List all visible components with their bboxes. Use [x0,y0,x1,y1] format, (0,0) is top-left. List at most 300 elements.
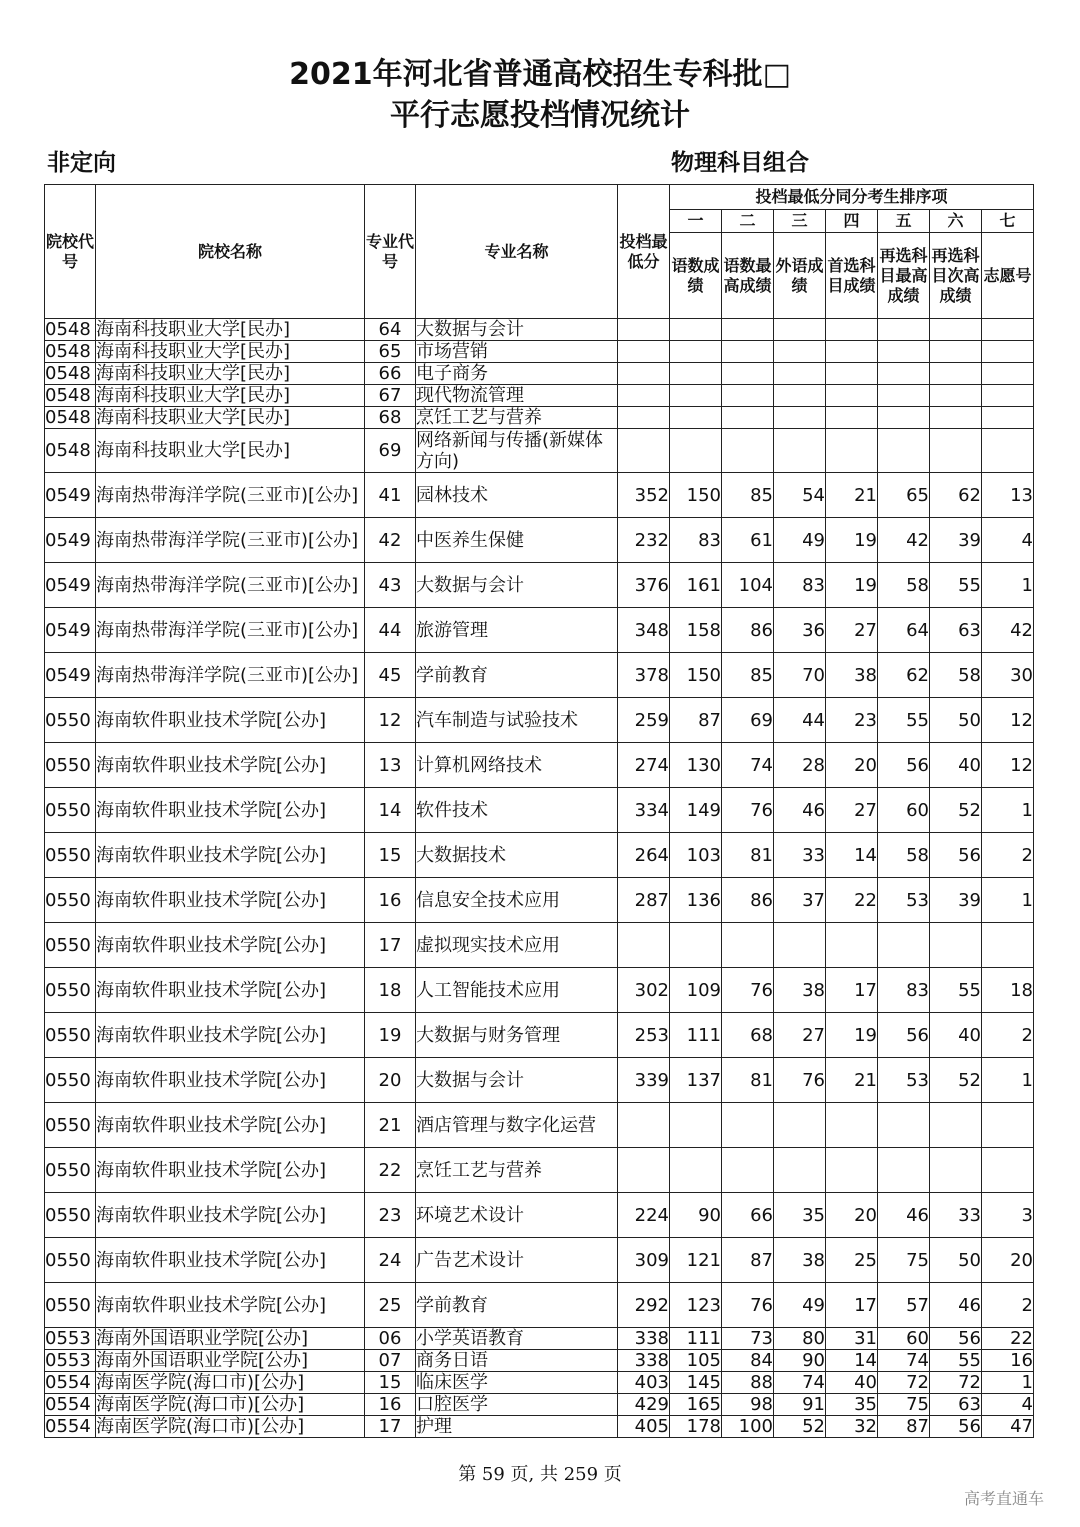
chinese-math-cell: 103 [670,833,722,878]
min-score-cell [618,385,670,407]
school-name-cell: 海南科技职业大学[民办] [96,429,365,473]
major-name-cell: 软件技术 [416,788,618,833]
reselect-max-cell [878,1148,930,1193]
school-code-cell: 0548 [45,341,96,363]
header-school-code: 院校代号 [45,185,96,319]
order-label: 七 [982,210,1034,233]
school-name-cell: 海南软件职业技术学院[公办] [96,878,365,923]
chinese-math-cell: 109 [670,968,722,1013]
major-name-cell: 学前教育 [416,1283,618,1328]
table-row [45,833,1034,878]
school-name-cell: 海南软件职业技术学院[公办] [96,1103,365,1148]
reselect-max-cell: 87 [878,1416,930,1438]
min-score-cell: 253 [618,1013,670,1058]
choice-number-cell: 47 [982,1416,1034,1438]
reselect-max-cell: 55 [878,698,930,743]
reselect-second-cell [930,429,982,473]
table-row [45,341,1034,363]
foreign-lang-cell [774,923,826,968]
first-subject-cell: 32 [826,1416,878,1438]
chinese-math-cell: 150 [670,473,722,518]
school-name-cell: 海南软件职业技术学院[公办] [96,1238,365,1283]
choice-number-cell: 30 [982,653,1034,698]
min-score-cell [618,429,670,473]
reselect-max-cell [878,429,930,473]
school-code-cell: 0549 [45,473,96,518]
major-name-cell: 临床医学 [416,1372,618,1394]
school-name-cell: 海南科技职业大学[民办] [96,341,365,363]
admission-table [44,184,1034,1438]
school-name-cell: 海南软件职业技术学院[公办] [96,1283,365,1328]
major-name-cell: 汽车制造与试验技术 [416,698,618,743]
page-number: 第 59 页, 共 259 页 [458,1464,622,1485]
first-subject-cell [826,341,878,363]
table-row [45,1058,1034,1103]
order-label: 六 [930,210,982,233]
first-subject-cell [826,1148,878,1193]
chinese-math-cell [670,385,722,407]
school-name-cell: 海南热带海洋学院(三亚市)[公办] [96,563,365,608]
watermark-text: 高考直通车 [964,1489,1045,1508]
school-code-cell: 0550 [45,1148,96,1193]
school-code-cell: 0549 [45,653,96,698]
reselect-max-cell [878,363,930,385]
chinese-math-max-cell: 86 [722,878,774,923]
reselect-max-cell: 56 [878,1013,930,1058]
tiebreak-label: 志愿号 [982,233,1034,319]
reselect-second-cell [930,407,982,429]
school-code-cell: 0550 [45,878,96,923]
reselect-max-cell [878,385,930,407]
foreign-lang-cell: 27 [774,1013,826,1058]
reselect-second-cell [930,341,982,363]
chinese-math-max-cell: 73 [722,1328,774,1350]
order-label: 五 [878,210,930,233]
subject-group-label: 物理科目组合 [671,150,809,176]
chinese-math-max-cell: 61 [722,518,774,563]
reselect-max-cell [878,1103,930,1148]
table-row [45,1238,1034,1283]
major-name-cell: 护理 [416,1416,618,1438]
chinese-math-max-cell [722,407,774,429]
reselect-second-cell: 55 [930,563,982,608]
major-code-cell: 23 [365,1193,416,1238]
first-subject-cell: 21 [826,1058,878,1103]
foreign-lang-cell: 83 [774,563,826,608]
school-code-cell: 0554 [45,1416,96,1438]
choice-number-cell [982,429,1034,473]
table-row [45,1416,1034,1438]
major-code-cell: 17 [365,923,416,968]
major-name-cell: 大数据技术 [416,833,618,878]
min-score-cell: 287 [618,878,670,923]
reselect-second-cell [930,1148,982,1193]
reselect-max-cell: 64 [878,608,930,653]
foreign-lang-cell: 44 [774,698,826,743]
first-subject-cell: 20 [826,1193,878,1238]
chinese-math-cell: 150 [670,653,722,698]
major-name-cell: 旅游管理 [416,608,618,653]
major-code-cell: 21 [365,1103,416,1148]
table-row [45,407,1034,429]
chinese-math-max-cell: 85 [722,653,774,698]
min-score-cell [618,319,670,341]
header-major-name: 专业名称 [416,185,618,319]
major-code-cell: 20 [365,1058,416,1103]
chinese-math-max-cell: 98 [722,1394,774,1416]
major-name-cell: 大数据与财务管理 [416,1013,618,1058]
min-score-cell: 264 [618,833,670,878]
min-score-cell: 259 [618,698,670,743]
tiebreak-label: 语数成绩 [670,233,722,319]
choice-number-cell: 16 [982,1350,1034,1372]
chinese-math-cell: 165 [670,1394,722,1416]
chinese-math-max-cell: 76 [722,968,774,1013]
table-row [45,923,1034,968]
chinese-math-cell: 158 [670,608,722,653]
reselect-second-cell [930,319,982,341]
school-code-cell: 0553 [45,1328,96,1350]
reselect-max-cell: 65 [878,473,930,518]
first-subject-cell [826,363,878,385]
reselect-second-cell: 56 [930,1328,982,1350]
choice-number-cell: 12 [982,698,1034,743]
tiebreak-label: 再选科目最高成绩 [878,233,930,319]
table-row [45,385,1034,407]
reselect-max-cell [878,341,930,363]
school-code-cell: 0549 [45,563,96,608]
chinese-math-cell: 136 [670,878,722,923]
first-subject-cell: 19 [826,518,878,563]
reselect-second-cell: 63 [930,608,982,653]
reselect-second-cell: 52 [930,1058,982,1103]
choice-number-cell [982,407,1034,429]
reselect-second-cell: 40 [930,743,982,788]
school-code-cell: 0550 [45,968,96,1013]
choice-number-cell: 13 [982,473,1034,518]
chinese-math-cell: 178 [670,1416,722,1438]
major-name-cell: 电子商务 [416,363,618,385]
table-row [45,788,1034,833]
chinese-math-cell: 90 [670,1193,722,1238]
category-label: 非定向 [47,150,116,176]
min-score-cell: 334 [618,788,670,833]
first-subject-cell: 17 [826,1283,878,1328]
chinese-math-max-cell [722,429,774,473]
chinese-math-cell: 149 [670,788,722,833]
school-code-cell: 0550 [45,1193,96,1238]
reselect-second-cell: 52 [930,788,982,833]
chinese-math-cell [670,341,722,363]
first-subject-cell: 35 [826,1394,878,1416]
choice-number-cell: 4 [982,518,1034,563]
foreign-lang-cell [774,407,826,429]
foreign-lang-cell: 35 [774,1193,826,1238]
chinese-math-max-cell [722,385,774,407]
min-score-cell: 352 [618,473,670,518]
school-code-cell: 0553 [45,1350,96,1372]
min-score-cell [618,341,670,363]
foreign-lang-cell: 36 [774,608,826,653]
table-row [45,563,1034,608]
choice-number-cell: 1 [982,878,1034,923]
min-score-cell: 348 [618,608,670,653]
reselect-max-cell [878,407,930,429]
reselect-max-cell: 46 [878,1193,930,1238]
school-code-cell: 0550 [45,698,96,743]
foreign-lang-cell: 91 [774,1394,826,1416]
chinese-math-max-cell: 81 [722,833,774,878]
table-row [45,363,1034,385]
chinese-math-cell: 130 [670,743,722,788]
choice-number-cell [982,385,1034,407]
chinese-math-max-cell: 76 [722,1283,774,1328]
major-code-cell: 19 [365,1013,416,1058]
reselect-max-cell [878,923,930,968]
school-code-cell: 0550 [45,833,96,878]
school-name-cell: 海南软件职业技术学院[公办] [96,968,365,1013]
reselect-second-cell: 39 [930,878,982,923]
major-name-cell: 现代物流管理 [416,385,618,407]
first-subject-cell: 21 [826,473,878,518]
table-body [45,319,1034,1438]
foreign-lang-cell [774,363,826,385]
first-subject-cell: 19 [826,1013,878,1058]
chinese-math-max-cell [722,923,774,968]
foreign-lang-cell: 70 [774,653,826,698]
foreign-lang-cell [774,319,826,341]
first-subject-cell: 14 [826,833,878,878]
choice-number-cell: 2 [982,833,1034,878]
choice-number-cell: 4 [982,1394,1034,1416]
chinese-math-cell: 161 [670,563,722,608]
reselect-max-cell: 62 [878,653,930,698]
major-code-cell: 45 [365,653,416,698]
min-score-cell: 378 [618,653,670,698]
chinese-math-cell [670,363,722,385]
table-row [45,608,1034,653]
school-name-cell: 海南软件职业技术学院[公办] [96,743,365,788]
reselect-second-cell: 55 [930,968,982,1013]
major-code-cell: 64 [365,319,416,341]
choice-number-cell [982,923,1034,968]
major-code-cell: 65 [365,341,416,363]
chinese-math-cell [670,1103,722,1148]
foreign-lang-cell: 80 [774,1328,826,1350]
first-subject-cell [826,429,878,473]
school-name-cell: 海南医学院(海口市)[公办] [96,1394,365,1416]
reselect-max-cell: 60 [878,788,930,833]
chinese-math-cell [670,407,722,429]
tiebreak-label: 外语成绩 [774,233,826,319]
reselect-second-cell: 39 [930,518,982,563]
reselect-second-cell: 62 [930,473,982,518]
foreign-lang-cell: 54 [774,473,826,518]
school-name-cell: 海南热带海洋学院(三亚市)[公办] [96,608,365,653]
reselect-max-cell: 53 [878,878,930,923]
major-code-cell: 07 [365,1350,416,1372]
major-name-cell: 广告艺术设计 [416,1238,618,1283]
header-min-score: 投档最低分 [618,185,670,319]
reselect-max-cell: 56 [878,743,930,788]
choice-number-cell: 3 [982,1193,1034,1238]
foreign-lang-cell: 49 [774,518,826,563]
page-title-line1: 2021年河北省普通高校招生专科批□ [289,57,791,92]
major-name-cell: 商务日语 [416,1350,618,1372]
first-subject-cell: 23 [826,698,878,743]
reselect-second-cell: 55 [930,1350,982,1372]
major-code-cell: 24 [365,1238,416,1283]
school-name-cell: 海南软件职业技术学院[公办] [96,788,365,833]
first-subject-cell: 38 [826,653,878,698]
choice-number-cell: 20 [982,1238,1034,1283]
chinese-math-max-cell: 87 [722,1238,774,1283]
first-subject-cell: 31 [826,1328,878,1350]
school-name-cell: 海南科技职业大学[民办] [96,385,365,407]
reselect-second-cell: 50 [930,1238,982,1283]
first-subject-cell: 27 [826,788,878,833]
chinese-math-max-cell: 74 [722,743,774,788]
reselect-max-cell: 58 [878,833,930,878]
first-subject-cell: 17 [826,968,878,1013]
reselect-max-cell: 53 [878,1058,930,1103]
major-name-cell: 酒店管理与数字化运营 [416,1103,618,1148]
table-row [45,473,1034,518]
major-code-cell: 44 [365,608,416,653]
foreign-lang-cell: 28 [774,743,826,788]
choice-number-cell: 22 [982,1328,1034,1350]
major-code-cell: 43 [365,563,416,608]
chinese-math-cell: 111 [670,1013,722,1058]
table-row [45,1193,1034,1238]
reselect-second-cell [930,363,982,385]
school-name-cell: 海南热带海洋学院(三亚市)[公办] [96,653,365,698]
school-name-cell: 海南热带海洋学院(三亚市)[公办] [96,518,365,563]
page-title-line2: 平行志愿投档情况统计 [390,98,690,133]
min-score-cell: 232 [618,518,670,563]
reselect-second-cell: 63 [930,1394,982,1416]
school-code-cell: 0550 [45,743,96,788]
min-score-cell: 338 [618,1350,670,1372]
order-label: 四 [826,210,878,233]
table-row [45,1350,1034,1372]
chinese-math-cell: 83 [670,518,722,563]
major-name-cell: 市场营销 [416,341,618,363]
min-score-cell [618,1103,670,1148]
table-row [45,1283,1034,1328]
reselect-max-cell [878,319,930,341]
foreign-lang-cell [774,385,826,407]
major-code-cell: 42 [365,518,416,563]
major-name-cell: 网络新闻与传播(新媒体方向) [416,429,618,473]
first-subject-cell: 19 [826,563,878,608]
reselect-second-cell: 46 [930,1283,982,1328]
reselect-second-cell: 58 [930,653,982,698]
min-score-cell: 274 [618,743,670,788]
major-code-cell: 15 [365,1372,416,1394]
first-subject-cell: 14 [826,1350,878,1372]
foreign-lang-cell: 49 [774,1283,826,1328]
school-name-cell: 海南医学院(海口市)[公办] [96,1372,365,1394]
major-name-cell: 环境艺术设计 [416,1193,618,1238]
foreign-lang-cell [774,1148,826,1193]
school-code-cell: 0548 [45,429,96,473]
choice-number-cell: 12 [982,743,1034,788]
school-code-cell: 0550 [45,788,96,833]
reselect-second-cell [930,385,982,407]
school-name-cell: 海南热带海洋学院(三亚市)[公办] [96,473,365,518]
min-score-cell [618,363,670,385]
min-score-cell: 429 [618,1394,670,1416]
reselect-max-cell: 42 [878,518,930,563]
first-subject-cell: 25 [826,1238,878,1283]
major-name-cell: 烹饪工艺与营养 [416,1148,618,1193]
table-row [45,878,1034,923]
foreign-lang-cell: 33 [774,833,826,878]
chinese-math-max-cell: 69 [722,698,774,743]
chinese-math-cell: 145 [670,1372,722,1394]
foreign-lang-cell: 38 [774,968,826,1013]
choice-number-cell [982,1148,1034,1193]
chinese-math-max-cell [722,319,774,341]
first-subject-cell [826,319,878,341]
min-score-cell: 403 [618,1372,670,1394]
min-score-cell: 339 [618,1058,670,1103]
major-name-cell: 计算机网络技术 [416,743,618,788]
major-name-cell: 大数据与会计 [416,563,618,608]
order-label: 二 [722,210,774,233]
chinese-math-max-cell: 86 [722,608,774,653]
major-code-cell: 22 [365,1148,416,1193]
table-row [45,518,1034,563]
major-code-cell: 16 [365,878,416,923]
first-subject-cell [826,385,878,407]
school-name-cell: 海南科技职业大学[民办] [96,407,365,429]
major-code-cell: 41 [365,473,416,518]
order-label: 一 [670,210,722,233]
school-name-cell: 海南软件职业技术学院[公办] [96,1148,365,1193]
header-major-code: 专业代号 [365,185,416,319]
foreign-lang-cell: 52 [774,1416,826,1438]
first-subject-cell: 27 [826,608,878,653]
school-code-cell: 0548 [45,407,96,429]
chinese-math-max-cell: 66 [722,1193,774,1238]
choice-number-cell [982,319,1034,341]
major-code-cell: 18 [365,968,416,1013]
chinese-math-max-cell: 104 [722,563,774,608]
table-row [45,968,1034,1013]
chinese-math-cell [670,923,722,968]
school-name-cell: 海南软件职业技术学院[公办] [96,923,365,968]
min-score-cell: 405 [618,1416,670,1438]
major-name-cell: 中医养生保健 [416,518,618,563]
choice-number-cell: 2 [982,1283,1034,1328]
order-label: 三 [774,210,826,233]
chinese-math-max-cell: 85 [722,473,774,518]
school-name-cell: 海南外国语职业学院[公办] [96,1350,365,1372]
chinese-math-cell [670,429,722,473]
chinese-math-max-cell [722,341,774,363]
table-row [45,698,1034,743]
chinese-math-cell [670,1148,722,1193]
major-name-cell: 信息安全技术应用 [416,878,618,923]
school-code-cell: 0550 [45,1058,96,1103]
school-name-cell: 海南软件职业技术学院[公办] [96,1058,365,1103]
school-name-cell: 海南科技职业大学[民办] [96,319,365,341]
major-name-cell: 人工智能技术应用 [416,968,618,1013]
major-code-cell: 12 [365,698,416,743]
choice-number-cell: 2 [982,1013,1034,1058]
